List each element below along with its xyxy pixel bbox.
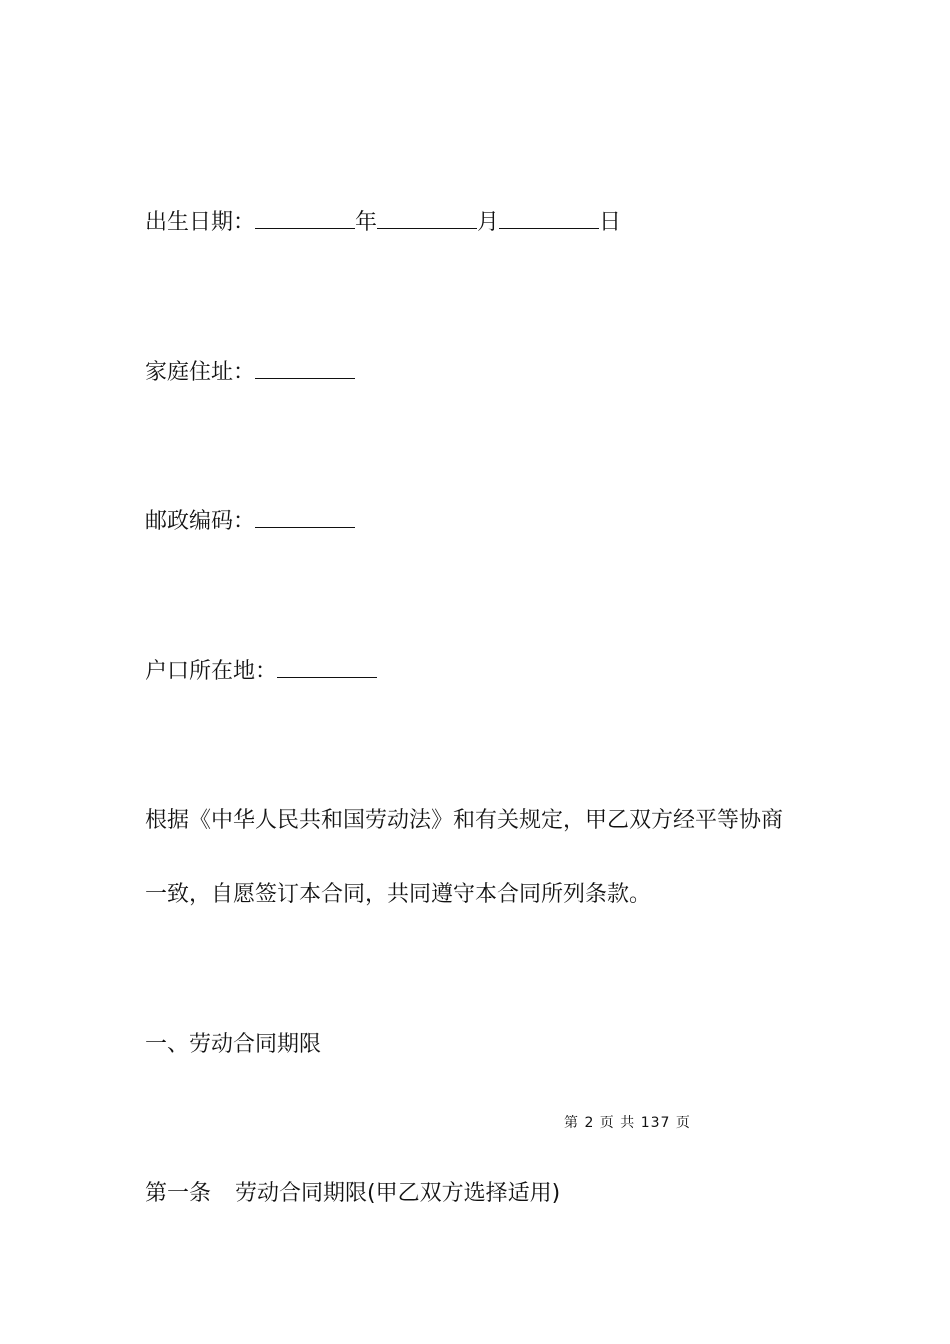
home-address-blank [255, 358, 355, 379]
birth-day-blank [499, 208, 599, 229]
birth-year-unit: 年 [355, 210, 378, 235]
household-registration-line [145, 657, 377, 687]
birth-date-label: 出生日期： [145, 210, 256, 235]
home-address-line [145, 358, 355, 388]
birth-day-unit: 日 [599, 210, 622, 235]
birth-year-blank [255, 208, 355, 229]
birth-month-unit: 月 [477, 210, 500, 235]
birth-date-line [145, 208, 621, 238]
section-heading: 一、劳动合同期限 [145, 1032, 322, 1057]
article-title: 劳动合同期限(甲乙双方选择适用) [235, 1181, 561, 1206]
preamble-line-2: 一致，自愿签订本合同，共同遵守本合同所列条款。 [145, 882, 652, 907]
article-heading [145, 1179, 560, 1209]
article-number: 第一条 [145, 1181, 212, 1206]
page-number: 第 2 页 共 137 页 [564, 1115, 691, 1131]
home-address-label: 家庭住址： [145, 360, 256, 385]
household-registration-blank [277, 657, 377, 678]
postal-code-label: 邮政编码： [145, 509, 256, 534]
birth-month-blank [377, 208, 477, 229]
postal-code-blank [255, 507, 355, 528]
postal-code-line [145, 507, 355, 537]
household-registration-label: 户口所在地： [145, 659, 278, 684]
preamble-line-1: 根据《中华人民共和国劳动法》和有关规定，甲乙双方经平等协商 [145, 808, 784, 833]
